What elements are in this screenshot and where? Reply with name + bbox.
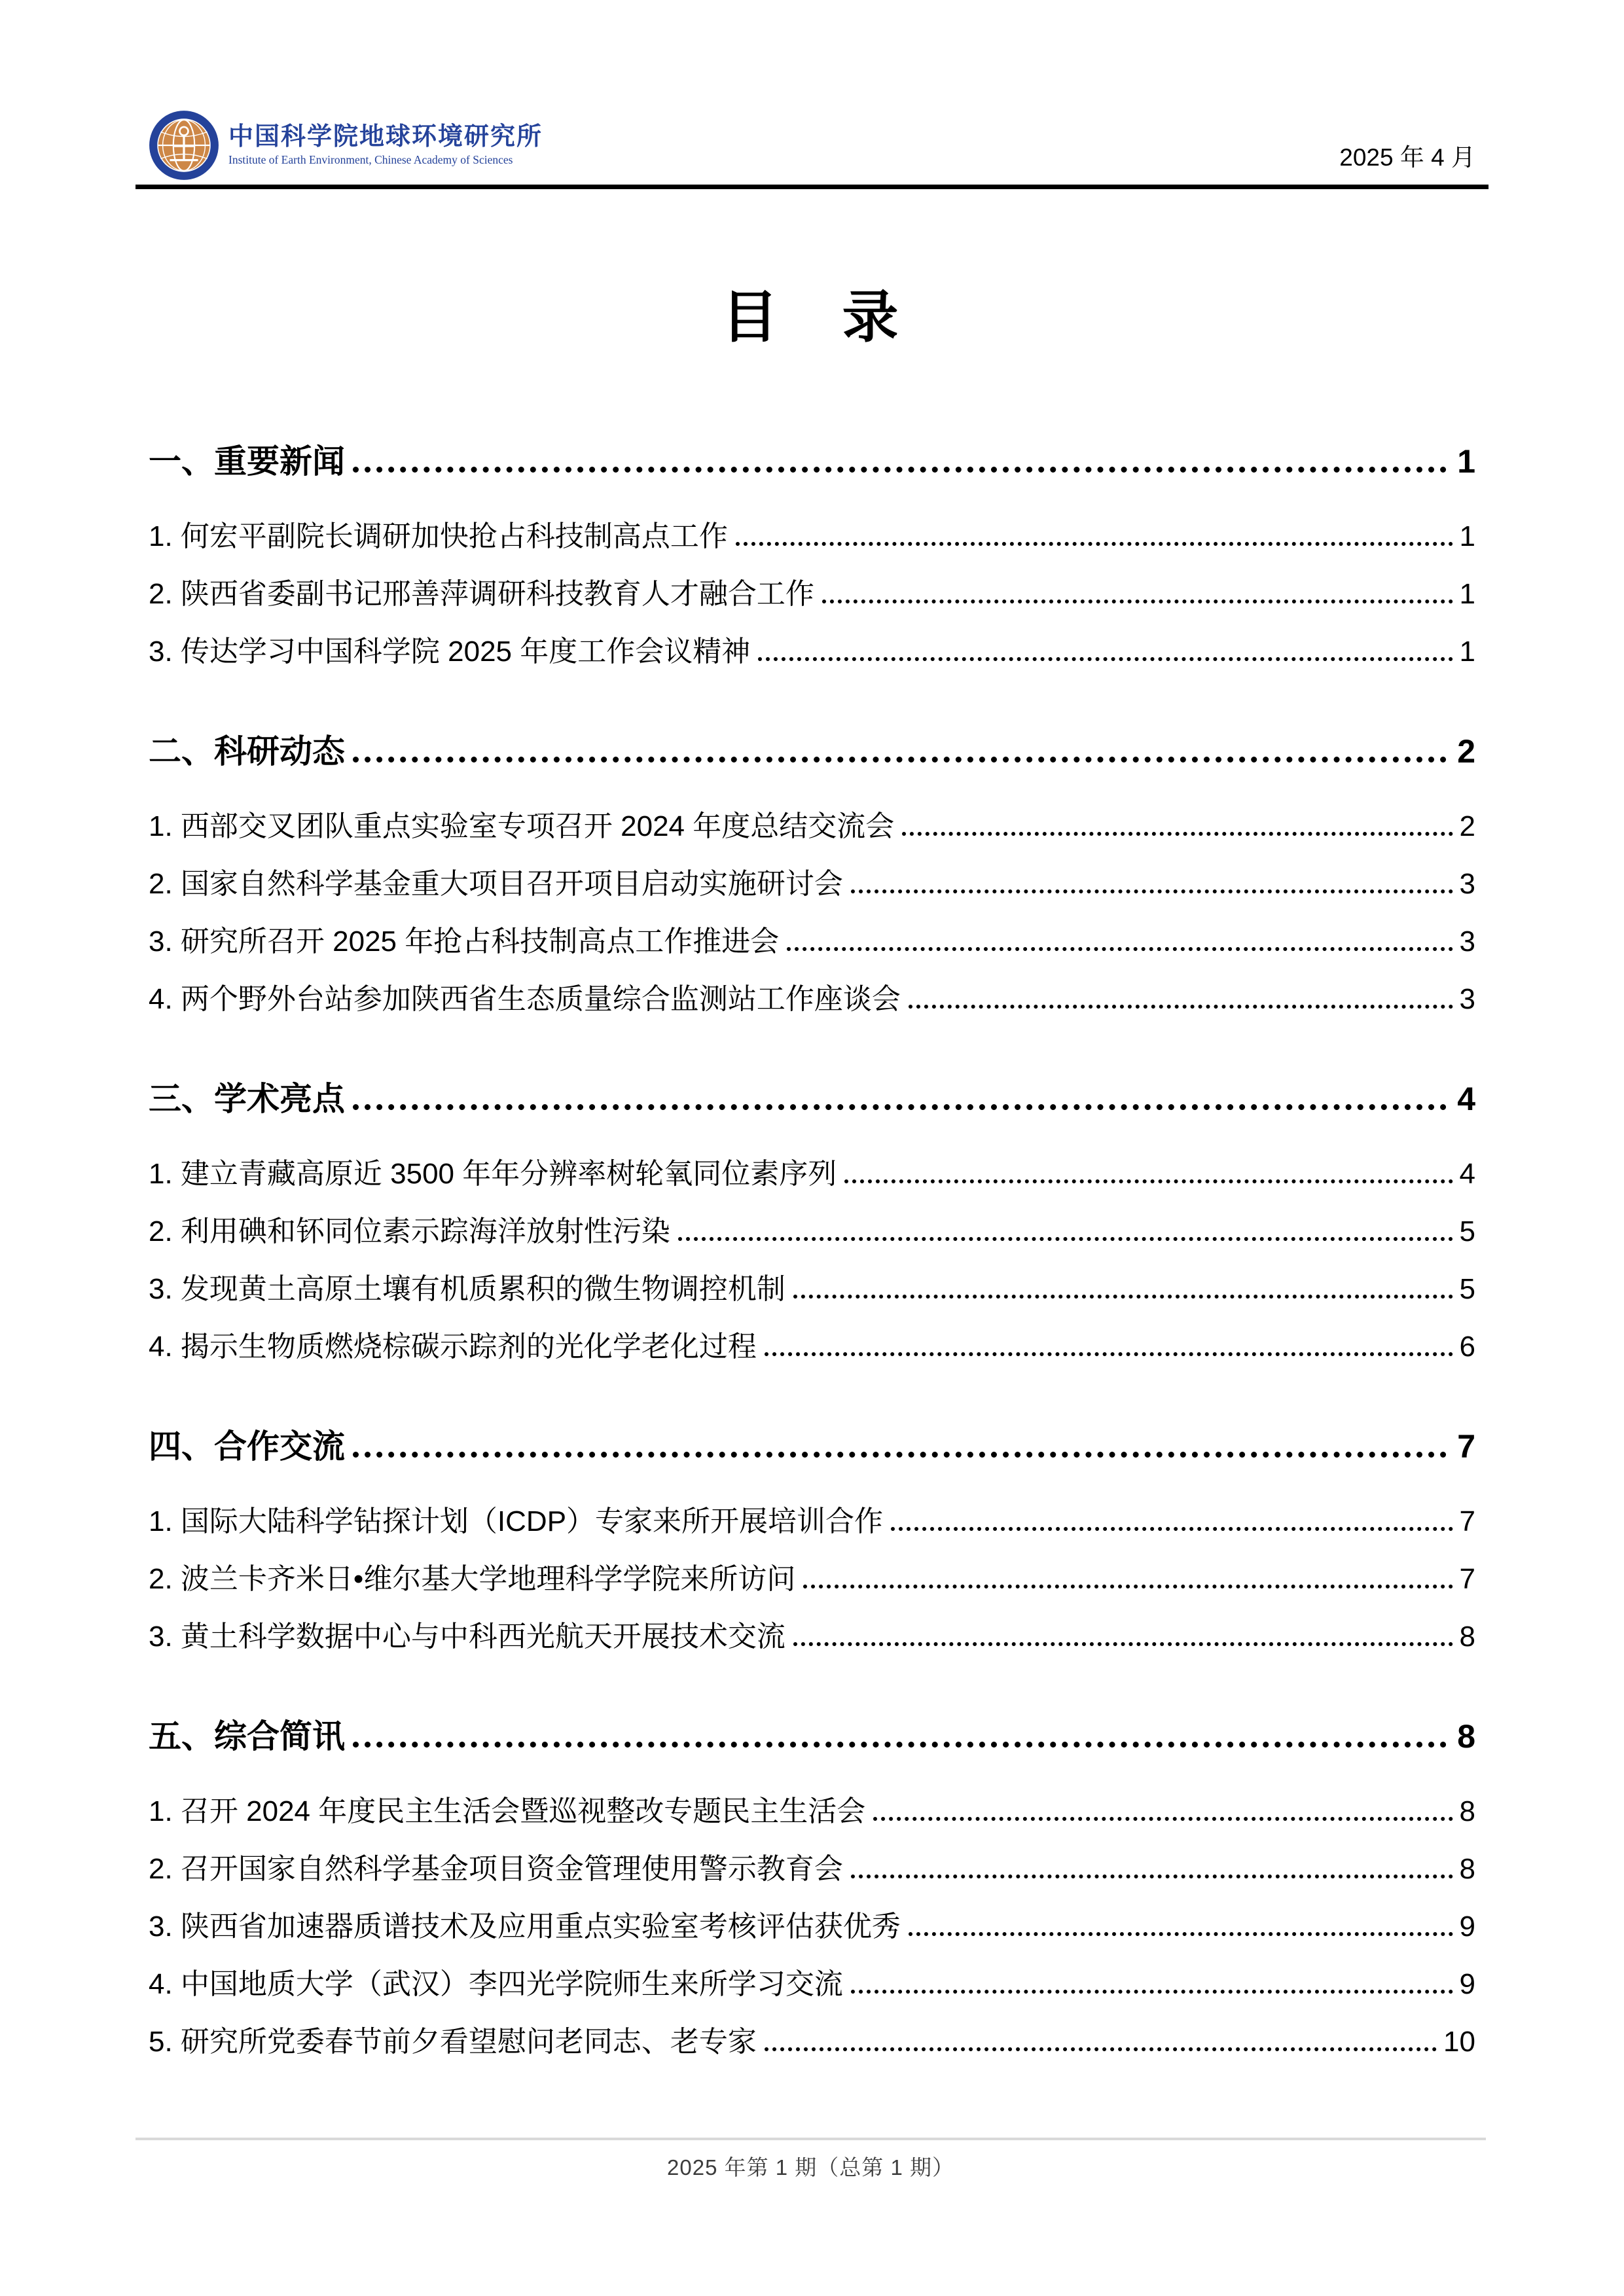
dot-leader xyxy=(891,1527,1453,1531)
item-page-number: 1 xyxy=(1459,636,1475,668)
dot-leader xyxy=(353,757,1447,762)
item-text: 3. 研究所召开 2025 年抢占科技制高点工作推进会 xyxy=(149,925,780,958)
toc-item[interactable] xyxy=(149,512,1475,554)
toc-section-heading[interactable] xyxy=(149,1420,1475,1467)
item-text: 4. 中国地质大学（武汉）李四光学院师生来所学习交流 xyxy=(149,1968,843,2000)
dot-leader xyxy=(851,1990,1453,1994)
item-page-number: 9 xyxy=(1459,1968,1475,2000)
toc-section-heading[interactable] xyxy=(149,1073,1475,1120)
toc-item[interactable] xyxy=(149,802,1475,844)
toc-item[interactable] xyxy=(149,975,1475,1017)
section-label: 五、综合简讯 xyxy=(149,1718,345,1755)
toc-item[interactable] xyxy=(149,1498,1475,1539)
item-text: 5. 研究所党委春节前夕看望慰问老同志、老专家 xyxy=(149,2026,757,2058)
institute-brand xyxy=(149,110,543,181)
toc-item[interactable] xyxy=(149,918,1475,960)
dot-leader xyxy=(851,889,1453,893)
item-page-number: 3 xyxy=(1459,983,1475,1015)
item-page-number: 3 xyxy=(1459,868,1475,900)
page-header xyxy=(149,0,1475,181)
item-page-number: 6 xyxy=(1459,1331,1475,1363)
item-page-number: 5 xyxy=(1459,1215,1475,1247)
item-text: 3. 陕西省加速器质谱技术及应用重点实验室考核评估获优秀 xyxy=(149,1910,901,1943)
item-page-number: 8 xyxy=(1459,1853,1475,1885)
item-page-number: 7 xyxy=(1459,1505,1475,1537)
dot-leader xyxy=(851,1874,1453,1878)
item-text: 3. 传达学习中国科学院 2025 年度工作会议精神 xyxy=(149,636,751,668)
item-text: 4. 揭示生物质燃烧棕碳示踪剂的光化学老化过程 xyxy=(149,1331,757,1363)
dot-leader xyxy=(902,832,1453,836)
issue-number: 2025 年第 1 期（总第 1 期） xyxy=(667,2155,954,2179)
page-title: 目 录 xyxy=(721,286,903,349)
dot-leader xyxy=(909,1005,1453,1009)
item-page-number: 7 xyxy=(1459,1563,1475,1595)
section-page-number: 1 xyxy=(1457,443,1475,480)
item-page-number: 4 xyxy=(1459,1158,1475,1190)
toc-item[interactable] xyxy=(149,1323,1475,1365)
dot-leader xyxy=(873,1817,1453,1821)
item-page-number: 1 xyxy=(1459,578,1475,610)
dot-leader xyxy=(353,1452,1447,1458)
dot-leader xyxy=(844,1179,1453,1183)
toc-section-heading[interactable] xyxy=(149,435,1475,482)
section-page-number: 8 xyxy=(1457,1718,1475,1755)
item-text: 1. 西部交叉团队重点实验室专项召开 2024 年度总结交流会 xyxy=(149,810,895,842)
toc-item[interactable] xyxy=(149,2018,1475,2060)
toc-section xyxy=(149,1420,1475,1655)
item-text: 1. 建立青藏高原近 3500 年年分辨率树轮氧同位素序列 xyxy=(149,1158,837,1190)
toc-item[interactable] xyxy=(149,1150,1475,1192)
section-page-number: 7 xyxy=(1457,1428,1475,1465)
toc-item[interactable] xyxy=(149,1613,1475,1655)
toc-item[interactable] xyxy=(149,1787,1475,1829)
item-text: 2. 波兰卡齐米日•维尔基大学地理科学学院来所访问 xyxy=(149,1563,796,1595)
item-page-number: 3 xyxy=(1459,925,1475,958)
dot-leader xyxy=(803,1585,1453,1588)
toc-item[interactable] xyxy=(149,1555,1475,1597)
toc-section-heading[interactable] xyxy=(149,725,1475,772)
dot-leader xyxy=(909,1932,1453,1936)
section-label: 一、重要新闻 xyxy=(149,443,345,480)
item-text: 2. 召开国家自然科学基金项目资金管理使用警示教育会 xyxy=(149,1853,843,1885)
toc-section xyxy=(149,435,1475,670)
page-footer xyxy=(135,2138,1486,2181)
item-page-number: 5 xyxy=(1459,1273,1475,1305)
dot-leader xyxy=(353,467,1447,473)
toc-section-heading[interactable] xyxy=(149,1710,1475,1757)
dot-leader xyxy=(736,542,1453,546)
footer-divider xyxy=(135,2138,1486,2140)
dot-leader xyxy=(758,657,1453,661)
toc-item[interactable] xyxy=(149,1208,1475,1249)
toc-item[interactable] xyxy=(149,1960,1475,2002)
dot-leader xyxy=(678,1237,1453,1241)
item-text: 1. 召开 2024 年度民主生活会暨巡视整改专题民主生活会 xyxy=(149,1795,866,1827)
item-page-number: 8 xyxy=(1459,1621,1475,1653)
section-label: 四、合作交流 xyxy=(149,1428,345,1465)
item-page-number: 9 xyxy=(1459,1910,1475,1943)
dot-leader xyxy=(353,1742,1447,1748)
institute-name-zh: 中国科学院地球环境研究所 xyxy=(228,123,543,151)
item-page-number: 10 xyxy=(1443,2026,1475,2058)
issue-date: 2025 年 4 月 xyxy=(1339,144,1475,171)
section-label: 二、科研动态 xyxy=(149,733,345,770)
item-page-number: 1 xyxy=(1459,520,1475,552)
item-text: 4. 两个野外台站参加陕西省生态质量综合监测站工作座谈会 xyxy=(149,983,901,1015)
item-page-number: 8 xyxy=(1459,1795,1475,1827)
dot-leader xyxy=(765,2047,1437,2051)
dot-leader xyxy=(793,1642,1453,1646)
section-page-number: 4 xyxy=(1457,1081,1475,1117)
toc-section xyxy=(149,1710,1475,2060)
toc-item[interactable] xyxy=(149,570,1475,612)
toc-section xyxy=(149,1073,1475,1365)
institute-logo-icon xyxy=(149,110,219,181)
item-page-number: 2 xyxy=(1459,810,1475,842)
toc-item[interactable] xyxy=(149,1265,1475,1307)
item-text: 3. 黄土科学数据中心与中科西光航天开展技术交流 xyxy=(149,1621,785,1653)
dot-leader xyxy=(765,1352,1453,1356)
institute-name-en: Institute of Earth Environment, Chinese Academy of Sciences xyxy=(228,153,513,166)
dot-leader xyxy=(353,1104,1447,1110)
toc-item[interactable] xyxy=(149,1903,1475,1945)
item-text: 3. 发现黄土高原土壤有机质累积的微生物调控机制 xyxy=(149,1273,785,1305)
dot-leader xyxy=(787,947,1453,951)
toc-item[interactable] xyxy=(149,860,1475,902)
item-text: 1. 国际大陆科学钻探计划（ICDP）专家来所开展培训合作 xyxy=(149,1505,884,1537)
item-text: 1. 何宏平副院长调研加快抢占科技制高点工作 xyxy=(149,520,728,552)
dot-leader xyxy=(822,600,1453,603)
item-text: 2. 国家自然科学基金重大项目召开项目启动实施研讨会 xyxy=(149,868,843,900)
section-label: 三、学术亮点 xyxy=(149,1081,345,1117)
header-divider xyxy=(135,185,1489,189)
toc-item[interactable] xyxy=(149,1845,1475,1887)
dot-leader xyxy=(793,1295,1453,1299)
item-text: 2. 利用碘和钚同位素示踪海洋放射性污染 xyxy=(149,1215,670,1247)
item-text: 2. 陕西省委副书记邢善萍调研科技教育人才融合工作 xyxy=(149,578,814,610)
toc-section xyxy=(149,725,1475,1017)
section-page-number: 2 xyxy=(1457,733,1475,770)
toc-item[interactable] xyxy=(149,628,1475,670)
